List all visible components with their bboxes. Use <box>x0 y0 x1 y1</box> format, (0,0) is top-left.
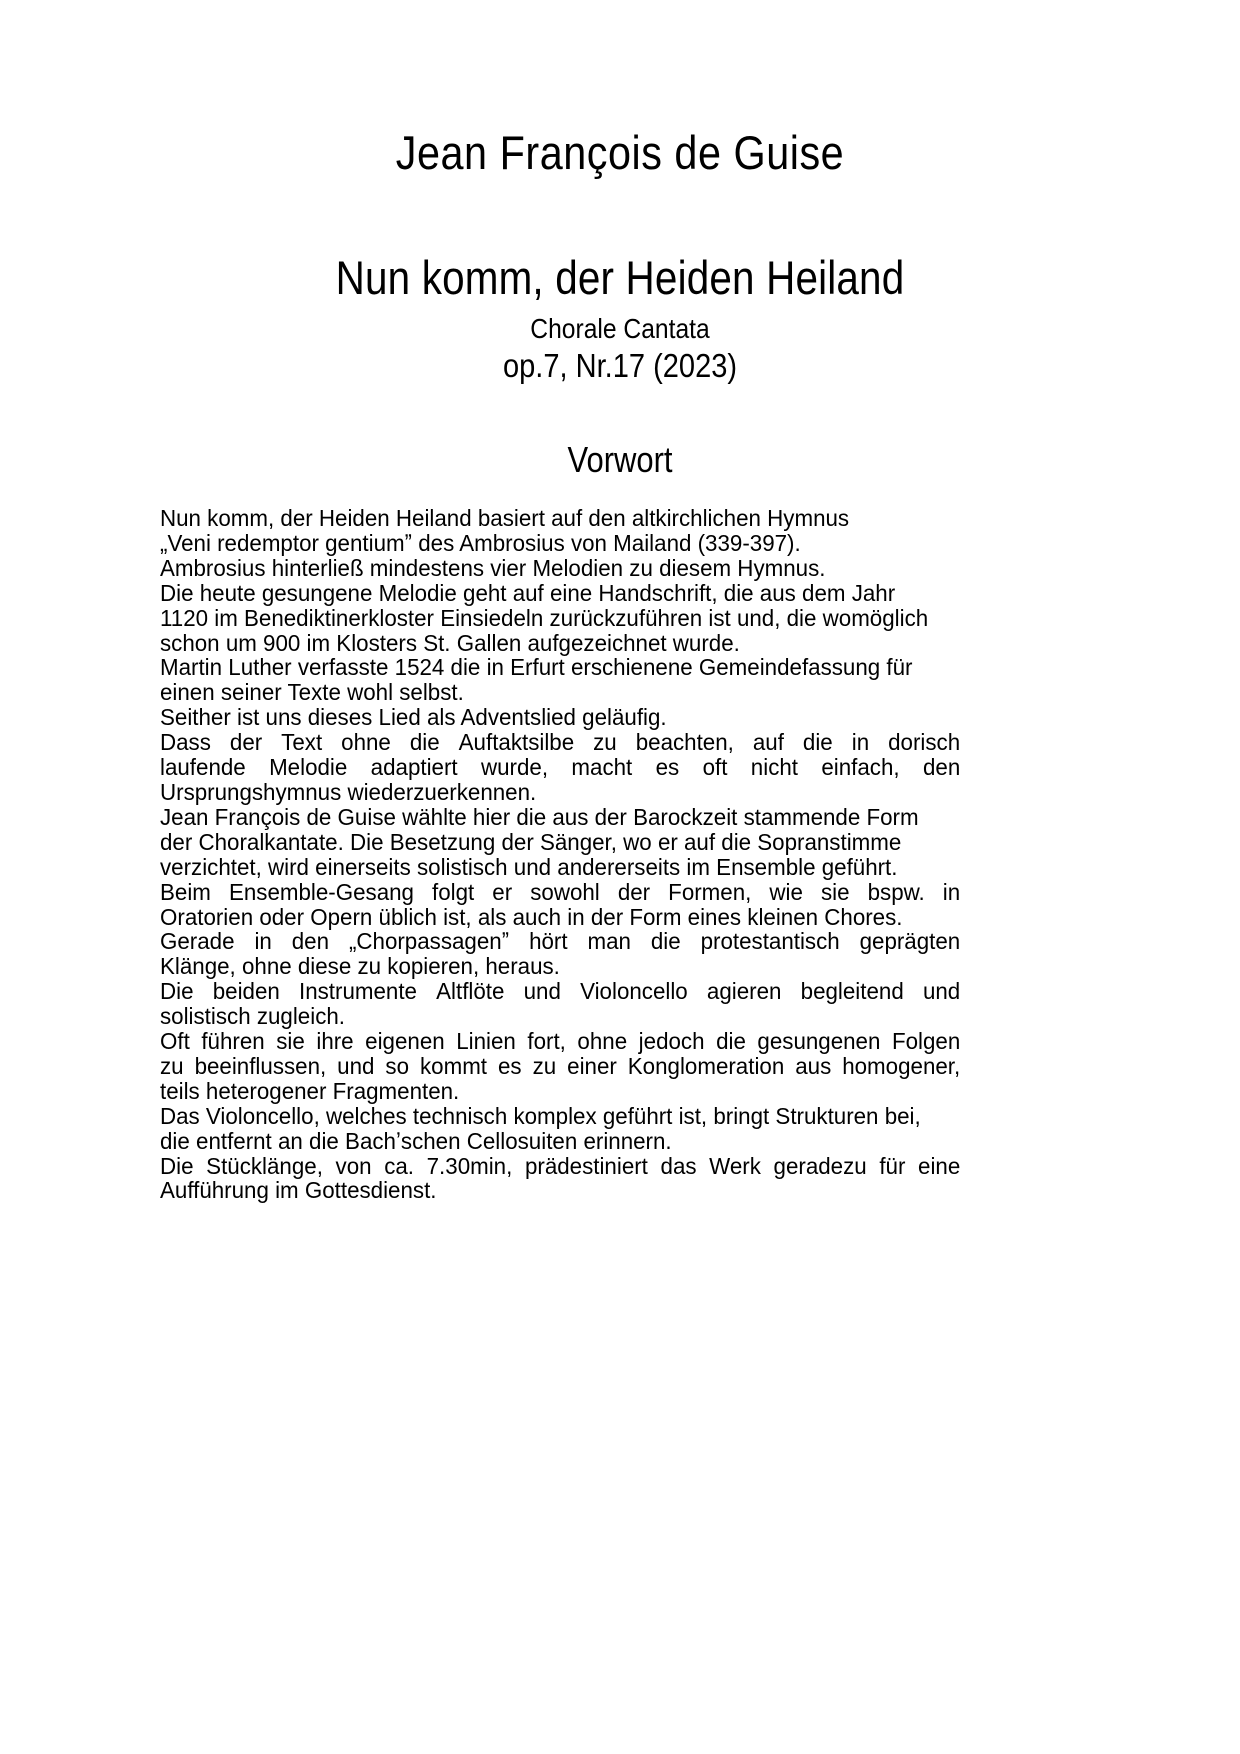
word: nicht <box>750 754 798 781</box>
preface-line: Ambrosius hinterließ mindestens vier Melodien zu diesem Hymnus. <box>160 554 826 581</box>
word: beiden <box>212 978 280 1005</box>
word: homogener, <box>842 1052 961 1079</box>
preface-line: Seither ist uns dieses Lied als Adventslied geläufig. <box>160 704 667 731</box>
preface-line <box>160 1029 960 1054</box>
preface-body <box>160 506 960 1203</box>
word: wurde, <box>480 754 549 781</box>
preface-line: Klänge, ohne diese zu kopieren, heraus. <box>160 953 560 980</box>
word: Folgen <box>891 1028 961 1055</box>
word: Die <box>160 978 194 1005</box>
word: und <box>922 978 961 1005</box>
word: gesungenen <box>757 1028 881 1055</box>
word: die <box>409 729 440 756</box>
word: ca. <box>384 1152 415 1179</box>
word: Linien <box>456 1028 516 1055</box>
word: zu <box>593 729 617 756</box>
word: in <box>254 928 272 955</box>
composer-name: Jean François de Guise <box>395 126 845 179</box>
word: und <box>337 1052 375 1079</box>
preface-paragraph <box>160 506 960 730</box>
word: oft <box>702 754 728 781</box>
word: folgt <box>432 878 475 905</box>
word: einfach, <box>821 754 900 781</box>
preface-line: die entfernt an die Bachʼschen Cellosuiten erinnern. <box>160 1127 672 1154</box>
preface-line: solistisch zugleich. <box>160 1003 346 1030</box>
preface-paragraph <box>160 979 960 1029</box>
preface-line: der Choralkantate. Die Besetzung der Sänger, wo er auf die Sopranstimme <box>160 828 902 855</box>
word: wie <box>769 878 803 905</box>
word: die <box>802 729 833 756</box>
word: man <box>587 928 631 955</box>
preface-line: verzichtet, wird einerseits solistisch und andererseits im Ensemble geführt. <box>160 853 898 880</box>
preface-line <box>160 880 960 905</box>
preface-line <box>160 929 960 954</box>
preface-paragraph <box>160 880 960 930</box>
work-opus-number: op.7, Nr.17 (2023) <box>502 346 738 384</box>
word: es <box>497 1052 522 1079</box>
word: dorisch <box>888 729 961 756</box>
word: kommt <box>419 1052 488 1079</box>
word: das <box>660 1152 697 1179</box>
word: ohne <box>341 729 391 756</box>
word: „Chorpassagenˮ <box>348 928 510 955</box>
word: Instrumente <box>298 978 417 1005</box>
preface-line: schon um 900 im Klosters St. Gallen aufgezeichnet wurde. <box>160 629 740 656</box>
word: jedoch <box>638 1028 705 1055</box>
word: so <box>385 1052 410 1079</box>
preface-line: Die heute gesungene Melodie geht auf eine Handschrift, die aus dem Jahr <box>160 579 896 606</box>
word: macht <box>571 754 633 781</box>
preface-line: „Veni redemptor gentiumˮ des Ambrosius von Mailand (339-397). <box>160 529 801 556</box>
word: einer <box>567 1052 617 1079</box>
preface-line: teils heterogener Fragmenten. <box>160 1077 460 1104</box>
preface-line: Jean François de Guise wählte hier die aus der Barockzeit stammende Form <box>160 803 919 830</box>
word: Die <box>160 1152 194 1179</box>
word: Violoncello <box>580 978 688 1005</box>
word: sie <box>820 878 850 905</box>
word: eine <box>918 1152 961 1179</box>
preface-line: einen seiner Texte wohl selbst. <box>160 679 464 706</box>
work-subtitle: Chorale Cantata <box>530 312 710 344</box>
word: Auftaktsilbe <box>458 729 575 756</box>
title-block <box>0 128 1240 385</box>
word: Werk <box>709 1152 761 1179</box>
word: Stücklänge, <box>206 1152 323 1179</box>
word: den <box>922 754 961 781</box>
preface-paragraph <box>160 805 960 880</box>
word: Konglomeration <box>627 1052 785 1079</box>
word: hört <box>529 928 568 955</box>
preface-line <box>160 755 960 780</box>
word: der <box>229 729 263 756</box>
word: der <box>617 878 651 905</box>
work-title: Nun komm, der Heiden Heiland <box>335 250 905 304</box>
word: adaptiert <box>370 754 458 781</box>
word: auf <box>752 729 784 756</box>
word: fort, <box>527 1028 566 1055</box>
word: Melodie <box>269 754 348 781</box>
word: Altflöte <box>436 978 505 1005</box>
word: eigenen <box>365 1028 445 1055</box>
preface-line <box>160 979 960 1004</box>
preface-paragraph <box>160 929 960 979</box>
word: Oft <box>160 1028 190 1055</box>
word: geprägten <box>859 928 961 955</box>
preface-paragraph <box>160 1104 960 1154</box>
word: er <box>492 878 513 905</box>
preface-line: Ursprungshymnus wiederzuerkennen. <box>160 778 537 805</box>
word: in <box>942 878 961 905</box>
preface-line: Martin Luther verfasste 1524 die in Erfurt erschienene Gemeindefassung für <box>160 654 913 681</box>
preface-line <box>160 730 960 755</box>
word: in <box>851 729 870 756</box>
word: Text <box>281 729 323 756</box>
word: beachten, <box>635 729 734 756</box>
word: prädestiniert <box>524 1152 648 1179</box>
word: begleitend <box>800 978 904 1005</box>
word: Ensemble-Gesang <box>228 878 414 905</box>
word: beeinflussen, <box>194 1052 327 1079</box>
word: und <box>523 978 561 1005</box>
preface-line <box>160 1154 960 1179</box>
word: Formen, <box>668 878 752 905</box>
word: aus <box>795 1052 832 1079</box>
word: sie <box>276 1028 305 1055</box>
preface-heading-label: Vorwort <box>567 439 673 480</box>
preface-paragraph <box>160 1154 960 1204</box>
preface-heading <box>0 440 1240 480</box>
word: 7.30min, <box>426 1152 513 1179</box>
preface-paragraph <box>160 1029 960 1104</box>
word: laufende <box>160 754 246 781</box>
word: bspw. <box>867 878 925 905</box>
word: ohne <box>577 1028 628 1055</box>
preface-paragraph <box>160 730 960 805</box>
preface-line: Das Violoncello, welches technisch komplex geführt ist, bringt Strukturen bei, <box>160 1102 921 1129</box>
word: es <box>655 754 680 781</box>
preface-line: Nun komm, der Heiden Heiland basiert auf den altkirchlichen Hymnus <box>160 505 850 531</box>
preface-line: 1120 im Benediktinerkloster Einsiedeln zurückzuführen ist und, die womöglich <box>160 604 929 631</box>
preface-line: Aufführung im Gottesdienst. <box>160 1177 437 1204</box>
word: ihre <box>316 1028 354 1055</box>
word: zu <box>532 1052 557 1079</box>
word: die <box>650 928 681 955</box>
word: geradezu <box>773 1152 867 1179</box>
word: Gerade <box>160 928 235 955</box>
word: die <box>716 1028 746 1055</box>
word: protestantisch <box>700 928 840 955</box>
preface-line: Oratorien oder Opern üblich ist, als auch in der Form eines kleinen Chores. <box>160 903 903 930</box>
preface-line <box>160 1054 960 1079</box>
word: zu <box>160 1052 184 1079</box>
word: sowohl <box>530 878 600 905</box>
word: führen <box>201 1028 265 1055</box>
word: Dass <box>160 729 211 756</box>
word: von <box>335 1152 372 1179</box>
word: Beim <box>160 878 211 905</box>
word: den <box>291 928 330 955</box>
word: für <box>879 1152 906 1179</box>
word: agieren <box>706 978 782 1005</box>
